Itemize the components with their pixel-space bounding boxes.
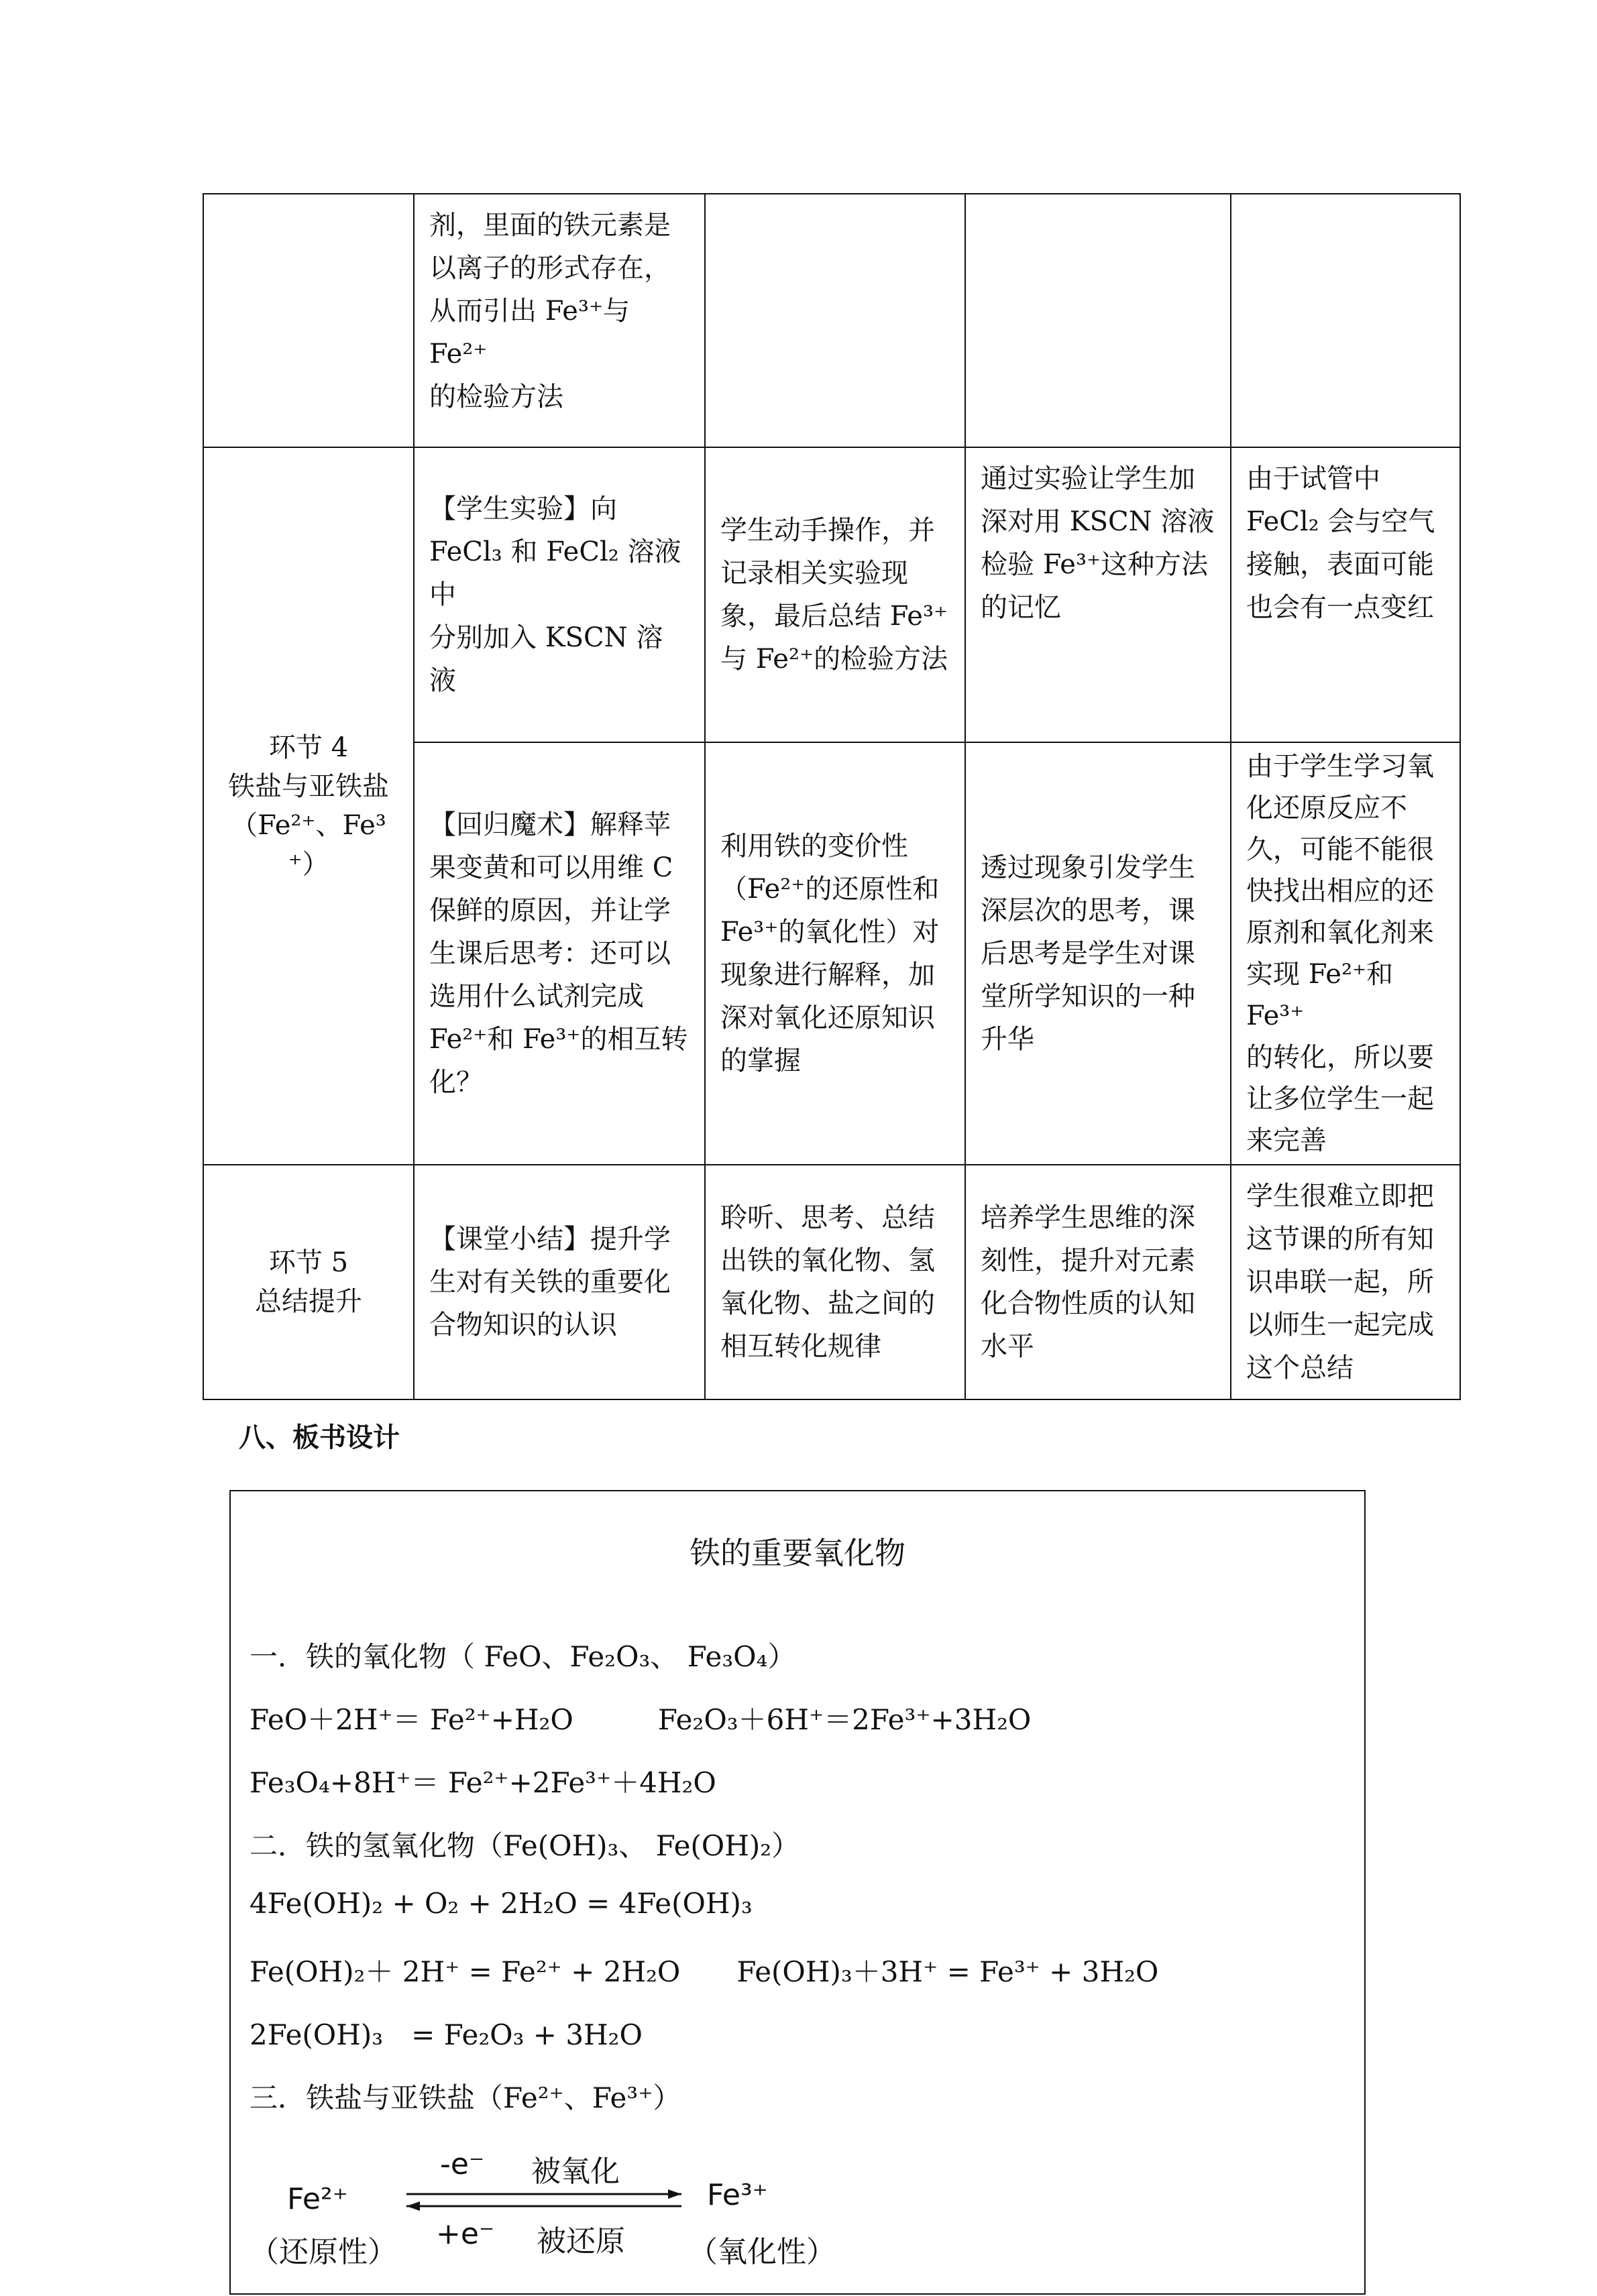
text-line: 象，最后总结 Fe³⁺	[720, 601, 948, 632]
reducing-property-label: （还原性）	[250, 2235, 397, 2269]
intent-cell	[965, 194, 1231, 447]
text-line: Fe³⁺的氧化性）对	[720, 917, 940, 948]
text-line: 出铁的氧化物、氢	[720, 1245, 935, 1276]
text-line: 堂所学知识的一种	[981, 981, 1195, 1012]
text-line: 升华	[981, 1024, 1034, 1055]
table-row	[203, 1165, 1460, 1399]
board-title: 铁的重要氧化物	[690, 1535, 905, 1571]
text-line: 化还原反应不	[1246, 793, 1407, 823]
text-line: 检验 Fe³⁺这种方法	[981, 549, 1209, 580]
text-line: 化？	[429, 1067, 483, 1098]
text-line: 生课后思考：还可以	[429, 938, 671, 969]
ferrous-ion-label: Fe²⁺	[287, 2182, 348, 2216]
text-line: 以离子的形式存在，	[429, 253, 671, 284]
board-line: FeO＋2H⁺＝ Fe²⁺+H₂O Fe₂O₃＋6H⁺＝2Fe³⁺+3H₂O	[250, 1703, 1032, 1736]
gain-electron-label: +e⁻	[436, 2217, 495, 2251]
text-line: 相互转化规律	[720, 1331, 881, 1362]
text-line: 深对氧化还原知识	[720, 1002, 935, 1033]
text-line: 分别加入 KSCN 溶液	[429, 622, 663, 696]
text-line: （Fe²⁺的还原性和	[720, 874, 940, 905]
stage-line: （Fe²⁺、Fe³	[231, 810, 386, 841]
text-line: 这节课的所有知	[1246, 1224, 1434, 1255]
text-line: 久，可能不能很	[1246, 834, 1434, 865]
text-line: 透过现象引发学生	[981, 852, 1195, 883]
stage-line: 环节 5	[268, 1247, 349, 1278]
text-line: FeCl₂ 会与空气	[1246, 506, 1435, 537]
lose-electron-label: -e⁻	[440, 2147, 485, 2181]
text-line: 【回归魔术】解释苹	[429, 809, 671, 840]
text-line: 刻性，提升对元素	[981, 1245, 1195, 1276]
redox-conversion-diagram	[231, 1491, 1367, 2296]
note-cell	[1231, 447, 1460, 742]
text-line: 原剂和氧化剂来	[1246, 917, 1434, 948]
intent-cell	[965, 742, 1231, 1165]
content-cell	[414, 194, 705, 447]
blackboard-design-box	[229, 1490, 1366, 2295]
reduced-label: 被还原	[537, 2224, 625, 2258]
text-line: 来完善	[1246, 1125, 1327, 1156]
text-line: 快找出相应的还	[1246, 876, 1434, 907]
content-cell	[414, 742, 705, 1165]
text-line: 【学生实验】向	[429, 494, 617, 524]
text-line: 利用铁的变价性	[720, 831, 908, 862]
board-line: 一．铁的氧化物（ FeO、Fe₂O₃、 Fe₃O₄）	[250, 1640, 796, 1673]
text-line: 与 Fe²⁺的检验方法	[720, 644, 948, 675]
text-line: 的记忆	[981, 592, 1061, 623]
content-cell	[414, 1165, 705, 1399]
text-line: 让多位学生一起	[1246, 1084, 1434, 1114]
stage-cell	[203, 194, 414, 447]
text-line: Fe²⁺和 Fe³⁺的相互转	[429, 1024, 688, 1055]
text-line: 由于学生学习氧	[1246, 751, 1434, 782]
stage-cell	[203, 447, 414, 1165]
text-line: 深对用 KSCN 溶液	[981, 506, 1215, 537]
section-heading: 八、板书设计	[239, 1422, 400, 1453]
lesson-plan-table	[203, 193, 1461, 1400]
board-line: 4Fe(OH)₂ + O₂ + 2H₂O = 4Fe(OH)₃	[250, 1887, 753, 1920]
stage-line: 总结提升	[255, 1286, 362, 1317]
oxidized-label: 被氧化	[531, 2155, 620, 2189]
stage-cell	[203, 1165, 414, 1399]
table-row	[203, 447, 1460, 742]
note-cell	[1231, 1165, 1460, 1399]
text-line: 保鲜的原因，并让学	[429, 895, 671, 926]
text-line: 的转化，所以要	[1246, 1042, 1434, 1073]
text-line: 以师生一起完成	[1246, 1310, 1434, 1340]
text-line: FeCl₃ 和 FeCl₂ 溶液中	[429, 536, 681, 610]
student-cell	[705, 742, 965, 1165]
oxidizing-property-label: （氧化性）	[688, 2235, 836, 2269]
content-cell	[414, 447, 705, 742]
text-line: 合物知识的认识	[429, 1310, 617, 1340]
text-line: 也会有一点变红	[1246, 592, 1434, 623]
text-line: 氧化物、盐之间的	[720, 1288, 935, 1319]
student-cell	[705, 1165, 965, 1399]
text-line: 的掌握	[720, 1045, 801, 1076]
text-line: 实现 Fe²⁺和 Fe³⁺	[1246, 959, 1394, 1031]
text-line: 记录相关实验现	[720, 558, 908, 589]
text-line: 的检验方法	[429, 382, 563, 412]
note-cell	[1231, 194, 1460, 447]
board-line: 三．铁盐与亚铁盐（Fe²⁺、Fe³⁺）	[250, 2081, 681, 2114]
ferric-ion-label: Fe³⁺	[707, 2178, 768, 2212]
board-line: Fe₃O₄+8H⁺＝ Fe²⁺+2Fe³⁺＋4H₂O	[250, 1766, 716, 1799]
text-line: 剂，里面的铁元素是	[429, 210, 671, 241]
text-line: 选用什么试剂完成	[429, 981, 644, 1012]
text-line: 水平	[981, 1331, 1034, 1362]
text-line: 后思考是学生对课	[981, 938, 1195, 969]
text-line: 学生动手操作，并	[720, 515, 935, 546]
reduction-arrowhead	[406, 2201, 420, 2211]
board-line: Fe(OH)₂＋ 2H⁺ = Fe²⁺ + 2H₂O Fe(OH)₃＋3H⁺ = Fe³⁺ + 3H₂O	[250, 1955, 1159, 1988]
stage-line: 铁盐与亚铁盐	[228, 771, 389, 802]
text-line: 深层次的思考，课	[981, 895, 1195, 926]
text-line: 生对有关铁的重要化	[429, 1267, 671, 1298]
text-line: 接触，表面可能	[1246, 549, 1434, 580]
stage-line: 环节 4	[268, 732, 349, 763]
text-line: 学生很难立即把	[1246, 1181, 1434, 1212]
note-cell	[1231, 742, 1460, 1165]
text-line: 果变黄和可以用维 C	[429, 852, 673, 883]
board-line: 二．铁的氢氧化物（Fe(OH)₃、 Fe(OH)₂）	[250, 1829, 800, 1862]
student-cell	[705, 194, 965, 447]
text-line: 现象进行解释，加	[720, 960, 935, 990]
text-line: 通过实验让学生加	[981, 463, 1195, 494]
text-line: 从而引出 Fe³⁺与 Fe²⁺	[429, 296, 630, 369]
intent-cell	[965, 1165, 1231, 1399]
table-row	[203, 194, 1460, 447]
text-line: 这个总结	[1246, 1353, 1354, 1383]
student-cell	[705, 447, 965, 742]
text-line: 【课堂小结】提升学	[429, 1224, 671, 1255]
text-line: 识串联一起，所	[1246, 1267, 1434, 1298]
text-line: 聆听、思考、总结	[720, 1202, 935, 1233]
text-line: 化合物性质的认知	[981, 1288, 1195, 1319]
intent-cell	[965, 447, 1231, 742]
text-line: 由于试管中	[1246, 463, 1380, 494]
text-line: 培养学生思维的深	[981, 1202, 1195, 1233]
stage-line: ⁺）	[288, 849, 329, 880]
board-line: 2Fe(OH)₃ = Fe₂O₃ + 3H₂O	[250, 2018, 643, 2051]
oxidation-arrowhead	[668, 2189, 681, 2199]
